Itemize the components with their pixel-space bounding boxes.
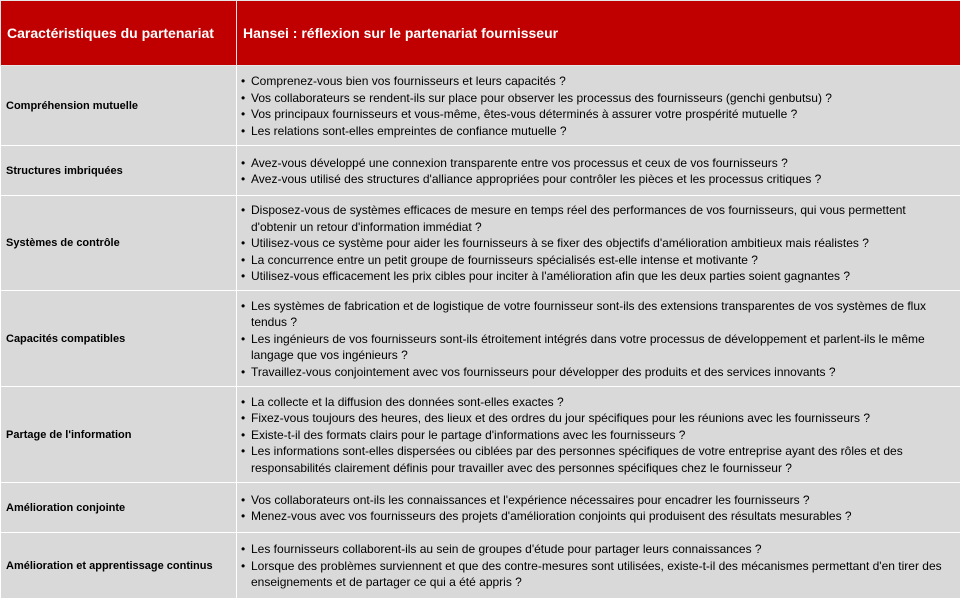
table-row [1,196,960,291]
row-label: Systèmes de contrôle [1,196,237,291]
question-item: • Existe-t-il des formats clairs pour le partage d'informations avec les fournisseurs ? [241,427,954,444]
table-row [1,387,960,483]
question-item: • Vos collaborateurs se rendent-ils sur place pour observer les processus des fournisseurs (genchi genbutsu) ? [241,90,954,107]
row-questions [237,66,960,146]
question-item: • Avez-vous développé une connexion transparente entre vos processus et ceux de vos fournisseurs ? [241,155,954,172]
question-item: • Les fournisseurs collaborent-ils au sein de groupes d'étude pour partager leurs connaissances ? [241,541,954,558]
question-item: • Vos principaux fournisseurs et vous-même, êtes-vous déterminés à assurer votre prospérité mutuelle ? [241,106,954,123]
row-questions [237,146,960,196]
header-characteristics: Caractéristiques du partenariat [1,1,237,66]
question-item: • Vos collaborateurs ont-ils les connaissances et l'expérience nécessaires pour encadrer les fournisseurs ? [241,492,954,509]
row-questions [237,483,960,533]
table-row [1,146,960,196]
header-row [1,1,960,66]
row-label: Structures imbriquées [1,146,237,196]
question-item: • Les relations sont-elles empreintes de confiance mutuelle ? [241,123,954,140]
row-questions [237,533,960,599]
question-item: • Les systèmes de fabrication et de logistique de votre fournisseur sont-ils des extensions transparentes de vos systèmes de flux tendus ? [241,298,954,331]
table-row [1,66,960,146]
header-hansei: Hansei : réflexion sur le partenariat fournisseur [237,1,960,66]
question-item: • Les ingénieurs de vos fournisseurs sont-ils étroitement intégrés dans votre processus de développement et parlent-ils le même langage que vos ingénieurs ? [241,331,954,364]
table-row [1,291,960,387]
question-item: • Fixez-vous toujours des heures, des lieux et des ordres du jour spécifiques pour les réunions avec les fournisseurs ? [241,410,954,427]
question-item: • Utilisez-vous ce système pour aider les fournisseurs à se fixer des objectifs d'amélioration ambitieux mais réalistes ? [241,235,954,252]
question-item: • Disposez-vous de systèmes efficaces de mesure en temps réel des performances de vos fournisseurs, qui vous permettent d'obtenir un retour d'information immédiat ? [241,202,954,235]
question-item: • Les informations sont-elles dispersées ou ciblées par des personnes spécifiques de votre entreprise ayant des rôles et des responsabilités clairement définis pour travailler avec des personnes spécifiques chez le fournisseur ? [241,443,954,476]
row-questions [237,196,960,291]
question-item: • La concurrence entre un petit groupe de fournisseurs spécialisés est-elle intense et motivante ? [241,252,954,269]
row-questions [237,387,960,483]
question-item: • Travaillez-vous conjointement avec vos fournisseurs pour développer des produits et des services innovants ? [241,364,954,381]
question-item: • Lorsque des problèmes surviennent et que des contre-mesures sont utilisées, existe-t-il des mécanismes permettant d'en tirer des enseignements et de partager ce qui a été appris ? [241,558,954,591]
question-item: • Comprenez-vous bien vos fournisseurs et leurs capacités ? [241,73,954,90]
row-label: Amélioration et apprentissage continus [1,533,237,599]
question-item: • Avez-vous utilisé des structures d'alliance appropriées pour contrôler les pièces et les processus critiques ? [241,171,954,188]
question-item: • La collecte et la diffusion des données sont-elles exactes ? [241,394,954,411]
question-item: • Utilisez-vous efficacement les prix cibles pour inciter à l'amélioration afin que les deux parties soient gagnantes ? [241,268,954,285]
row-questions [237,291,960,387]
row-label: Capacités compatibles [1,291,237,387]
table-row [1,533,960,599]
row-label: Compréhension mutuelle [1,66,237,146]
row-label: Amélioration conjointe [1,483,237,533]
row-label: Partage de l'information [1,387,237,483]
question-item: • Menez-vous avec vos fournisseurs des projets d'amélioration conjoints qui produisent des résultats mesurables ? [241,508,954,525]
table-row [1,483,960,533]
